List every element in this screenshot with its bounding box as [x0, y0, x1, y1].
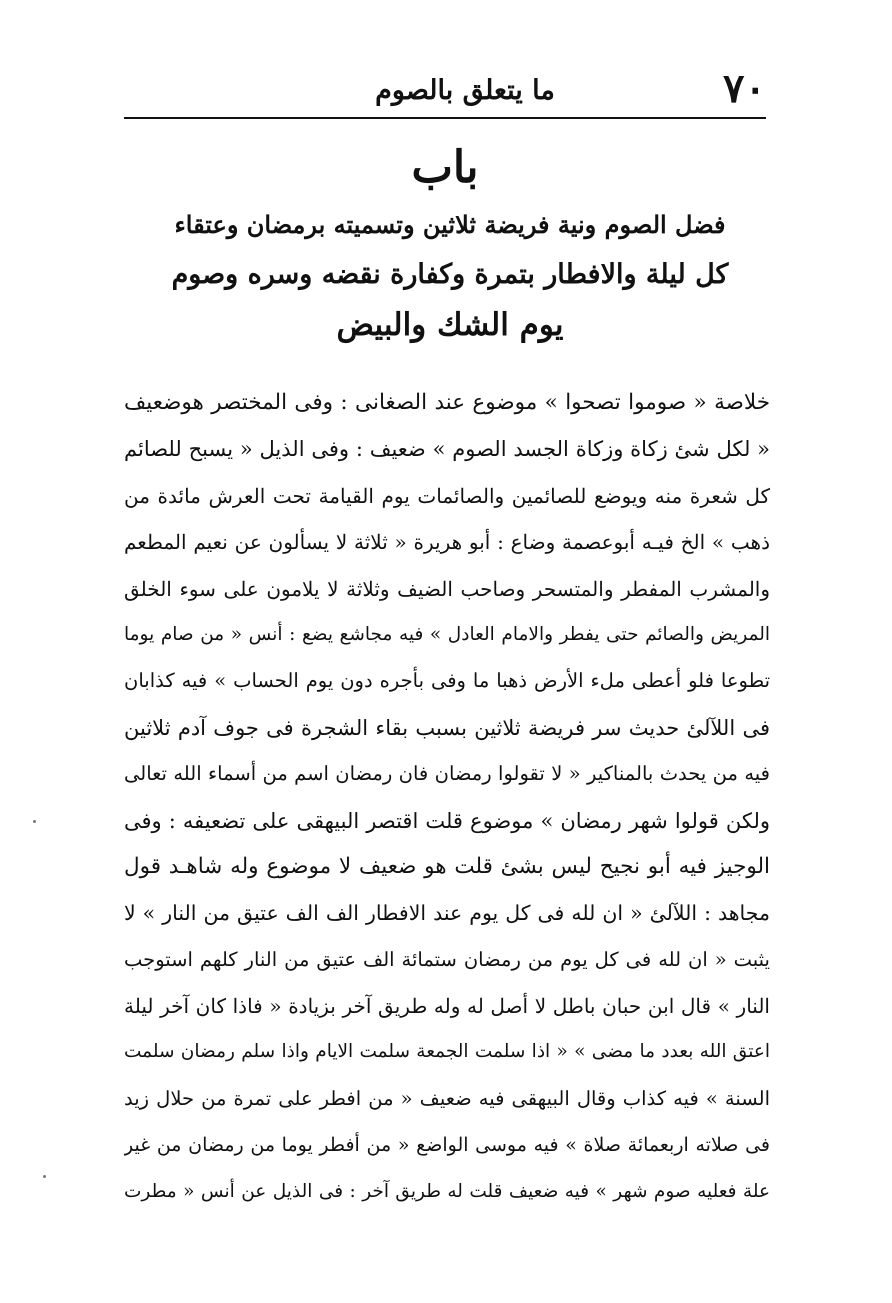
text-line: المريض والصائم حتى يفطر والامام العادل » فيه مجاشع يضع : أنس « من صام يوما: [124, 623, 770, 645]
text-line: خلاصة « صوموا تصحوا » موضوع عند الصغانى : وفى المختصر هوضعيف: [124, 390, 770, 415]
text-line: اعتق الله بعدد ما مضى » « اذا سلمت الجمعة سلمت الايام واذا سلم رمضان سلمت: [124, 1041, 770, 1063]
text-line: فى اللآلئ حديث سر فريضة ثلاثين بسبب بقاء الشجرة فى جوف آدم ثلاثين: [124, 715, 770, 740]
running-header: [124, 66, 766, 114]
chapter-heading: باب: [411, 142, 479, 193]
text-line: ذهب » الخ فيـه أبوعصمة وضاع : أبو هريرة « ثلاثة لا يسألون عن نعيم المطعم: [124, 530, 770, 555]
chapter-title-line: كل ليلة والافطار بتمرة وكفارة نقضه وسره وصوم: [171, 259, 729, 290]
chapter-title: [170, 200, 730, 350]
text-line: والمشرب المفطر والمتسحر وصاحب الضيف وثلاثة لا يلامون على سوء الخلق: [124, 576, 770, 601]
text-line: فى صلاته اربعمائة صلاة » فيه موسى الواضع « من أفطر يوما من رمضان من غير: [124, 1134, 770, 1157]
running-title: ما يتعلق بالصوم: [375, 75, 555, 106]
text-line: علة فعليه صوم شهر » فيه ضعيف قلت له طريق آخر : فى الذيل عن أنس « مطرت: [124, 1180, 770, 1202]
text-line: كل شعرة منه ويوضع للصائمين والصائمات يوم القيامة تحت العرش مائدة من: [124, 483, 770, 508]
body-text: [124, 380, 770, 1215]
text-line: الوجيز فيه أبو نجيح ليس بشئ قلت هو ضعيف لا موضوع وله شاهـد قول: [124, 853, 770, 879]
text-line: النار » قال ابن حبان باطل لا أصل له وله طريق آخر بزيادة « فاذا كان آخر ليلة: [124, 994, 770, 1019]
text-line: فيه من يحدث بالمناكير « لا تقولوا رمضان فان رمضان اسم من أسماء الله تعالى: [124, 762, 770, 786]
chapter-title-line: يوم الشك والبيض: [336, 307, 564, 343]
text-line: السنة » فيه كذاب وقال البيهقى فيه ضعيف « من افطر على تمرة من حلال زيد: [124, 1086, 770, 1110]
page-number: ٧٠: [723, 65, 766, 112]
text-line: ولكن قولوا شهر رمضان » موضوع قلت اقتصر البيهقى على تضعيفه : وفى: [124, 808, 770, 833]
chapter-title-line: فضل الصوم ونية فريضة ثلاثين وتسميته برمضان وعتقاء: [174, 210, 726, 239]
scan-speck: [33, 820, 36, 823]
text-line: تطوعا فلو أعطى ملء الأرض ذهبا ما وفى بأجره دون يوم الحساب » فيه كذابان: [124, 669, 770, 693]
scan-speck: [43, 1175, 46, 1178]
text-line: « لكل شئ زكاة وزكاة الجسد الصوم » ضعيف : وفى الذيل « يسبح للصائم: [124, 437, 770, 462]
text-line: يثبت « ان لله فى كل يوم من رمضان ستمائة الف عتيق من النار كلهم استوجب: [124, 947, 770, 971]
header-rule: [124, 117, 766, 119]
text-line: مجاهد : اللآلئ « ان لله فى كل يوم عند الافطار الف الف عتيق من النار » لا: [124, 901, 770, 926]
